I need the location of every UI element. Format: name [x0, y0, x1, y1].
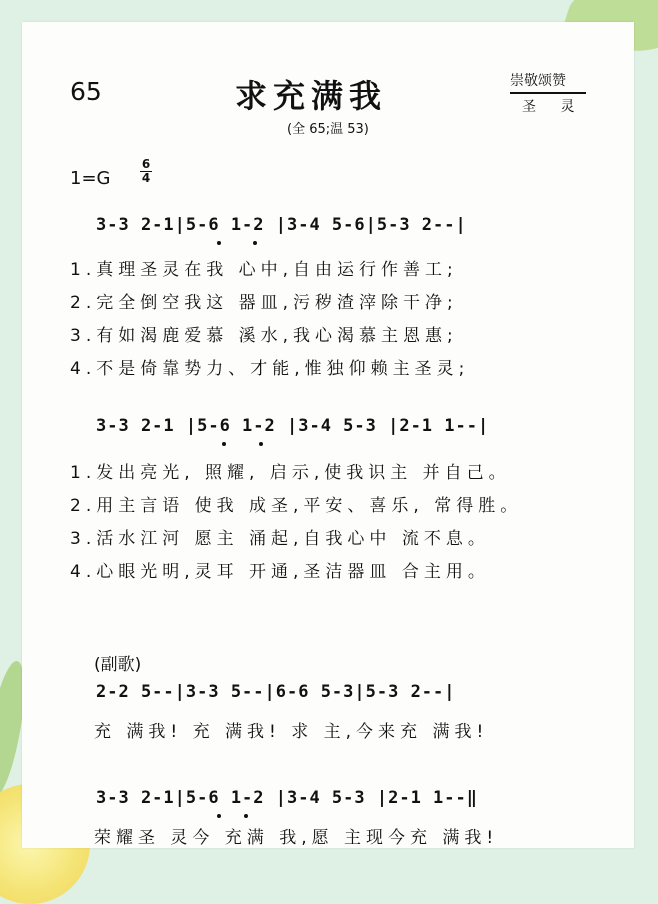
low-octave-dot	[259, 442, 263, 446]
lyric-line: 4.不是倚靠势力、才能,惟独仰赖主圣灵;	[70, 359, 470, 379]
hymn-number: 65	[70, 77, 102, 106]
low-octave-dot	[217, 814, 221, 818]
meter-bottom: 4	[141, 171, 151, 185]
lyric-line: 1.发出亮光, 照耀, 启示,使我识主 并自己。	[70, 463, 511, 483]
low-octave-dot	[222, 442, 226, 446]
notation-line: 3-3 2-1|5-6 1-2 |3-4 5-6|5-3 2--|	[96, 215, 467, 235]
lyric-line: 1.真理圣灵在我 心中,自由运行作善工;	[70, 260, 458, 280]
notation-line: 3-3 2-1|5-6 1-2 |3-4 5-3 |2-1 1--‖	[96, 788, 478, 808]
lyric-line: 4.心眼光明,灵耳 开通,圣洁器皿 合主用。	[70, 562, 490, 582]
lyric-line: 荣耀圣 灵今 充满 我,愿 主现今充 满我!	[94, 828, 499, 848]
lyric-line: 3.活水江河 愿主 涌起,自我心中 流不息。	[70, 529, 490, 549]
chorus-label: (副歌)	[94, 655, 142, 675]
notation-line: 3-3 2-1 |5-6 1-2 |3-4 5-3 |2-1 1--|	[96, 416, 490, 436]
low-octave-dot	[253, 241, 257, 245]
hymn-subtitle: (全 65;温 53)	[287, 122, 369, 137]
time-signature	[140, 158, 152, 185]
subcategory-label: 圣 灵	[522, 99, 585, 115]
hymn-sheet	[22, 22, 634, 848]
notation-line: 2-2 5--|3-3 5--|6-6 5-3|5-3 2--|	[96, 682, 456, 702]
lyric-line: 充 满我! 充 满我! 求 主,今来充 满我!	[94, 722, 489, 742]
lyric-line: 2.完全倒空我这 器皿,污秽渣滓除干净;	[70, 293, 458, 313]
lyric-line: 2.用主言语 使我 成圣,平安、喜乐, 常得胜。	[70, 496, 523, 516]
lyric-line: 3.有如渴鹿爱慕 溪水,我心渴慕主恩惠;	[70, 326, 458, 346]
category-box	[510, 70, 586, 116]
hymn-title: 求充满我	[235, 77, 388, 115]
category-label: 崇敬颂赞	[510, 70, 586, 94]
low-octave-dot	[217, 241, 221, 245]
key-signature: 1=G	[70, 168, 111, 189]
low-octave-dot	[244, 814, 248, 818]
meter-top: 6	[141, 157, 151, 171]
